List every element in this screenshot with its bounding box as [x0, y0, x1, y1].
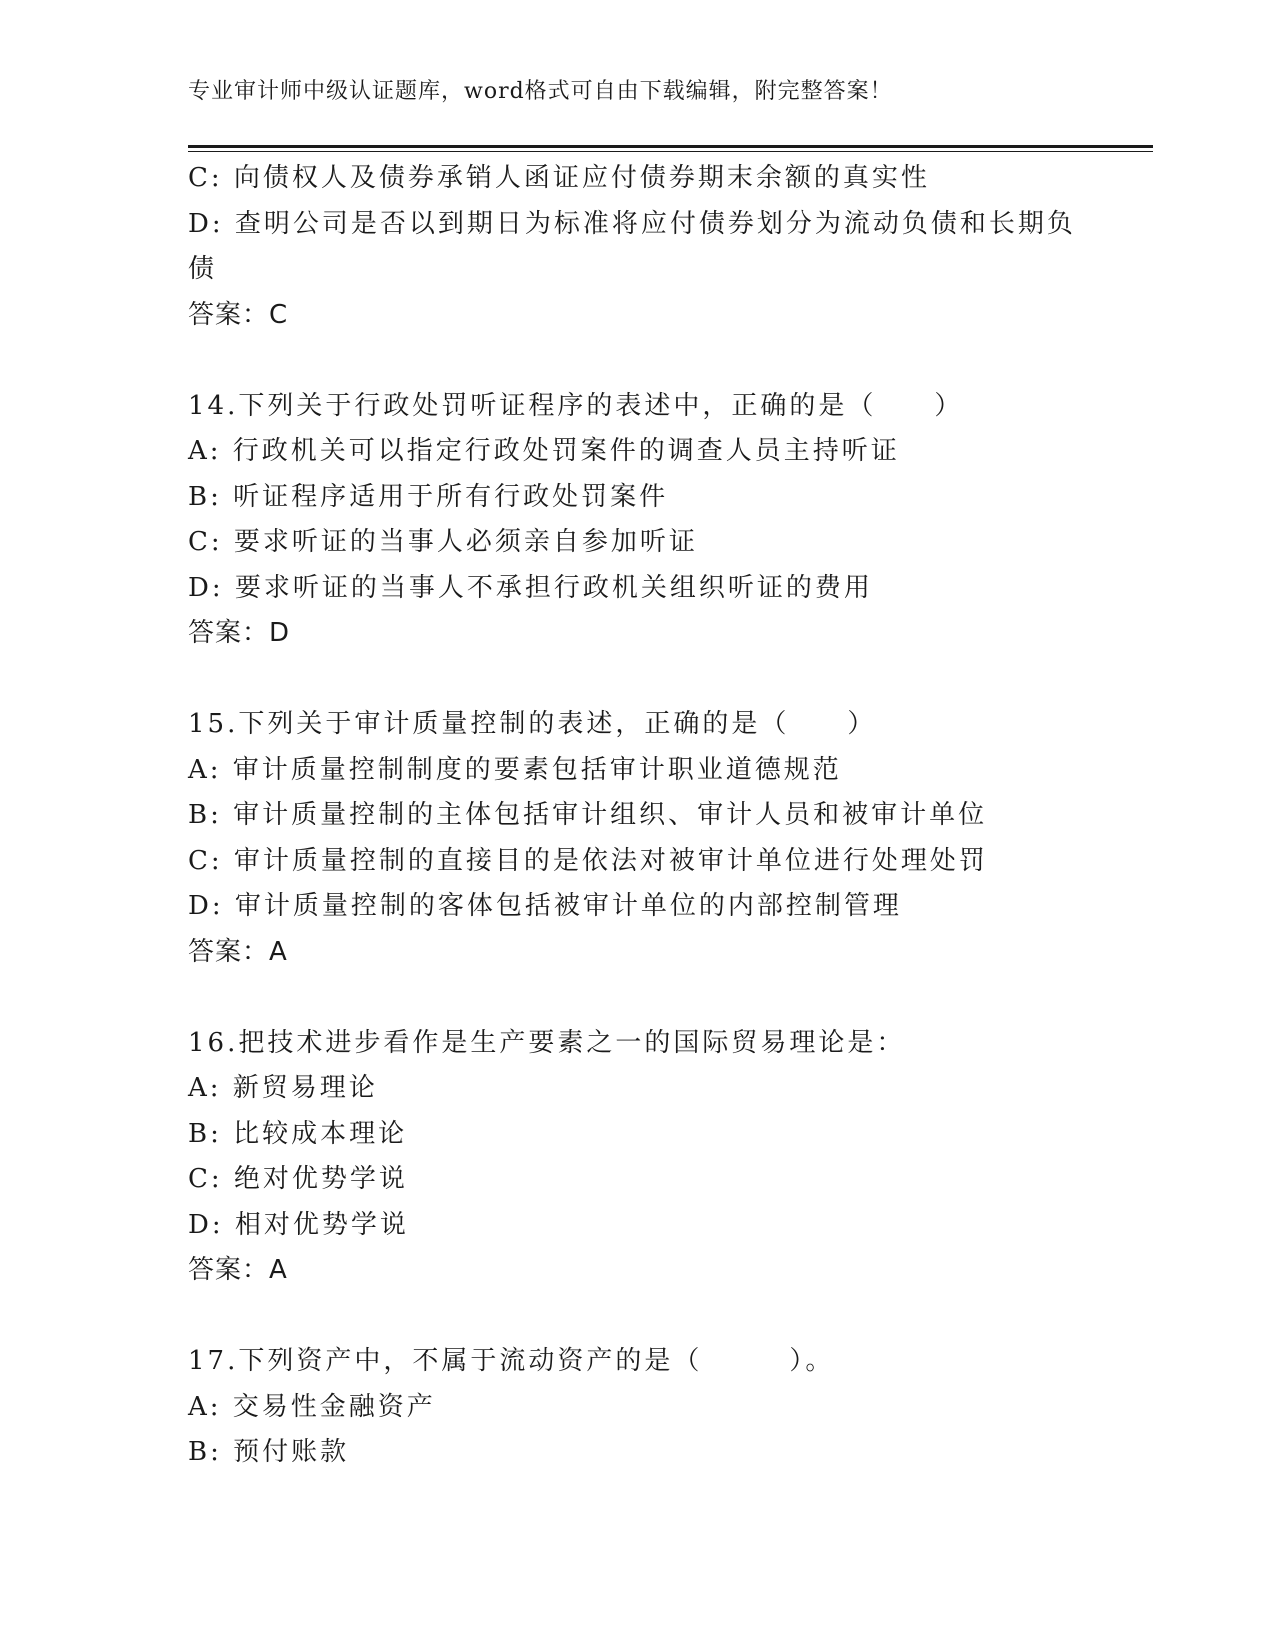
- question-14-answer: 答案：D: [188, 618, 291, 648]
- question-15-option-c: C: 审计质量控制的直接目的是依法对被审计单位进行处理处罚: [188, 845, 988, 876]
- question-14-option-c: C: 要求听证的当事人必须亲自参加听证: [188, 527, 698, 557]
- question-14-option-a: A: 行政机关可以指定行政处罚案件的调查人员主持听证: [188, 436, 900, 466]
- option-d-continuation: 债: [188, 254, 218, 284]
- spacer: [188, 338, 1088, 384]
- question-15-answer: 答案：A: [188, 936, 288, 967]
- question-15-option-b: B: 审计质量控制的主体包括审计组织、审计人员和被审计单位: [188, 800, 988, 830]
- question-17-option-b: B: 预付账款: [188, 1437, 350, 1467]
- question-17: 17.下列资产中，不属于流动资产的是（ ）。: [188, 1346, 835, 1376]
- spacer: [188, 975, 1088, 1021]
- spacer: [188, 1294, 1088, 1340]
- page-header: 专业审计师中级认证题库，word格式可自由下载编辑，附完整答案！: [188, 79, 893, 104]
- question-16-answer: 答案：A: [188, 1255, 288, 1285]
- answer-line: 答案：C: [188, 299, 289, 330]
- option-d-line: D: 查明公司是否以到期日为标准将应付债券划分为流动负债和长期负: [188, 208, 1076, 239]
- question-17-option-a: A: 交易性金融资产: [188, 1391, 436, 1422]
- question-16: 16.把技术进步看作是生产要素之一的国际贸易理论是：: [188, 1027, 906, 1058]
- header-rule-thin: [188, 151, 1153, 152]
- question-14-option-d: D: 要求听证的当事人不承担行政机关组织听证的费用: [188, 572, 873, 603]
- question-15-option-a: A: 审计质量控制制度的要素包括审计职业道德规范: [188, 754, 842, 785]
- document-body: [188, 156, 1088, 1476]
- question-16-option-c: C: 绝对优势学说: [188, 1164, 408, 1194]
- question-14: 14.下列关于行政处罚听证程序的表述中，正确的是（ ）: [188, 390, 964, 421]
- spacer: [188, 657, 1088, 703]
- question-15-option-d: D: 审计质量控制的客体包括被审计单位的内部控制管理: [188, 891, 902, 921]
- option-c-line: C: 向债权人及债券承销人函证应付债券期末余额的真实性: [188, 163, 930, 193]
- question-16-option-a: A: 新贸易理论: [188, 1073, 378, 1103]
- header-rule-thick: [188, 145, 1153, 148]
- question-14-option-b: B: 听证程序适用于所有行政处罚案件: [188, 481, 669, 512]
- question-15: 15.下列关于审计质量控制的表述，正确的是（ ）: [188, 709, 877, 739]
- question-16-option-d: D: 相对优势学说: [188, 1209, 409, 1240]
- question-16-option-b: B: 比较成本理论: [188, 1118, 408, 1149]
